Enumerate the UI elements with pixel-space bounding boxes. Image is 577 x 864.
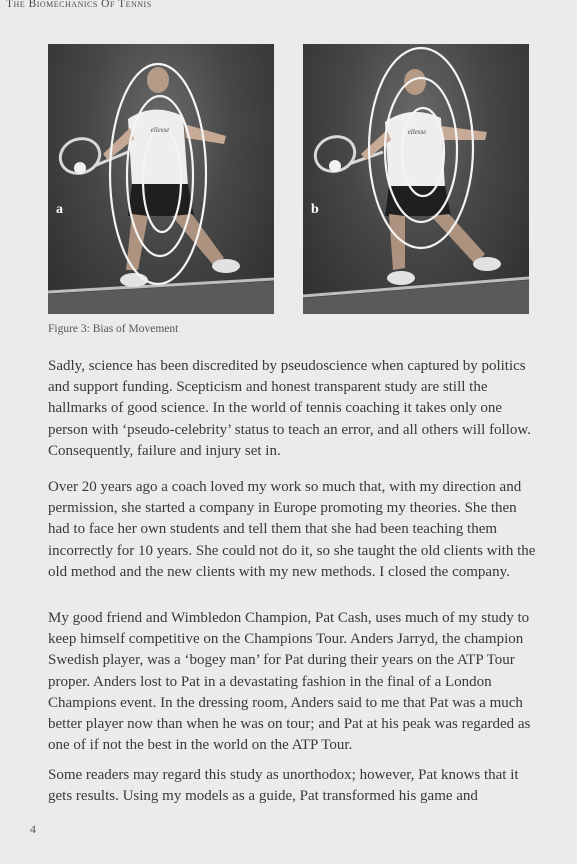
body-paragraph-3: My good friend and Wimbledon Champion, Pat Cash, uses much of my study to keep himself competitive on the Champions Tour. Anders Jarryd, the champion Swedish player, was a ‘bogey man’ for Pat during their years on the ATP Tour proper. Anders lost to Pat in a devastating fashion in the final of a London Champions event. In the dressing room, Anders said to me that Pat was a much better player now than when he was on tour; and Pat at his peak was regarded as one of if not the best in the world on the ATP Tour. [48,610,531,754]
tennis-player-illustration-b [303,44,529,314]
panel-label-b: b [311,202,319,217]
figure-photo-b [303,44,529,314]
shirt-logo-a: ellesse [150,126,170,134]
figure-photo-a [48,44,274,314]
page-number: 4 [30,822,36,836]
shirt-logo-b: ellesse [407,128,427,136]
running-head: The Biomechanics Of Tennis [6,0,152,10]
body-paragraph-4: Some readers may regard this study as unorthodox; however, Pat knows that it gets results. Using my models as a guide, Pat transformed his game and [48,767,519,805]
tennis-player-illustration-a [48,44,274,314]
body-paragraph-1: Sadly, science has been discredited by pseudoscience when captured by politics and support funding. Scepticism and honest transparent study are still the hallmarks of good science. In the world of tennis coaching it takes only one person with ‘pseudo-celebrity’ status to teach an error, and all others will follow. Consequently, failure and injury set in. [48,358,532,459]
figure-caption: Figure 3: Bias of Movement [48,323,179,335]
body-paragraph-2: Over 20 years ago a coach loved my work so much that, with my direction and permission, she started a company in Europe promoting my theories. She then had to face her own students and tell them that she had been teaching them incorrectly for 10 years. She could not do it, so she taught the old clients with the old method and the new clients with my new methods. I closed the company. [48,479,536,580]
panel-label-a: a [56,202,63,217]
